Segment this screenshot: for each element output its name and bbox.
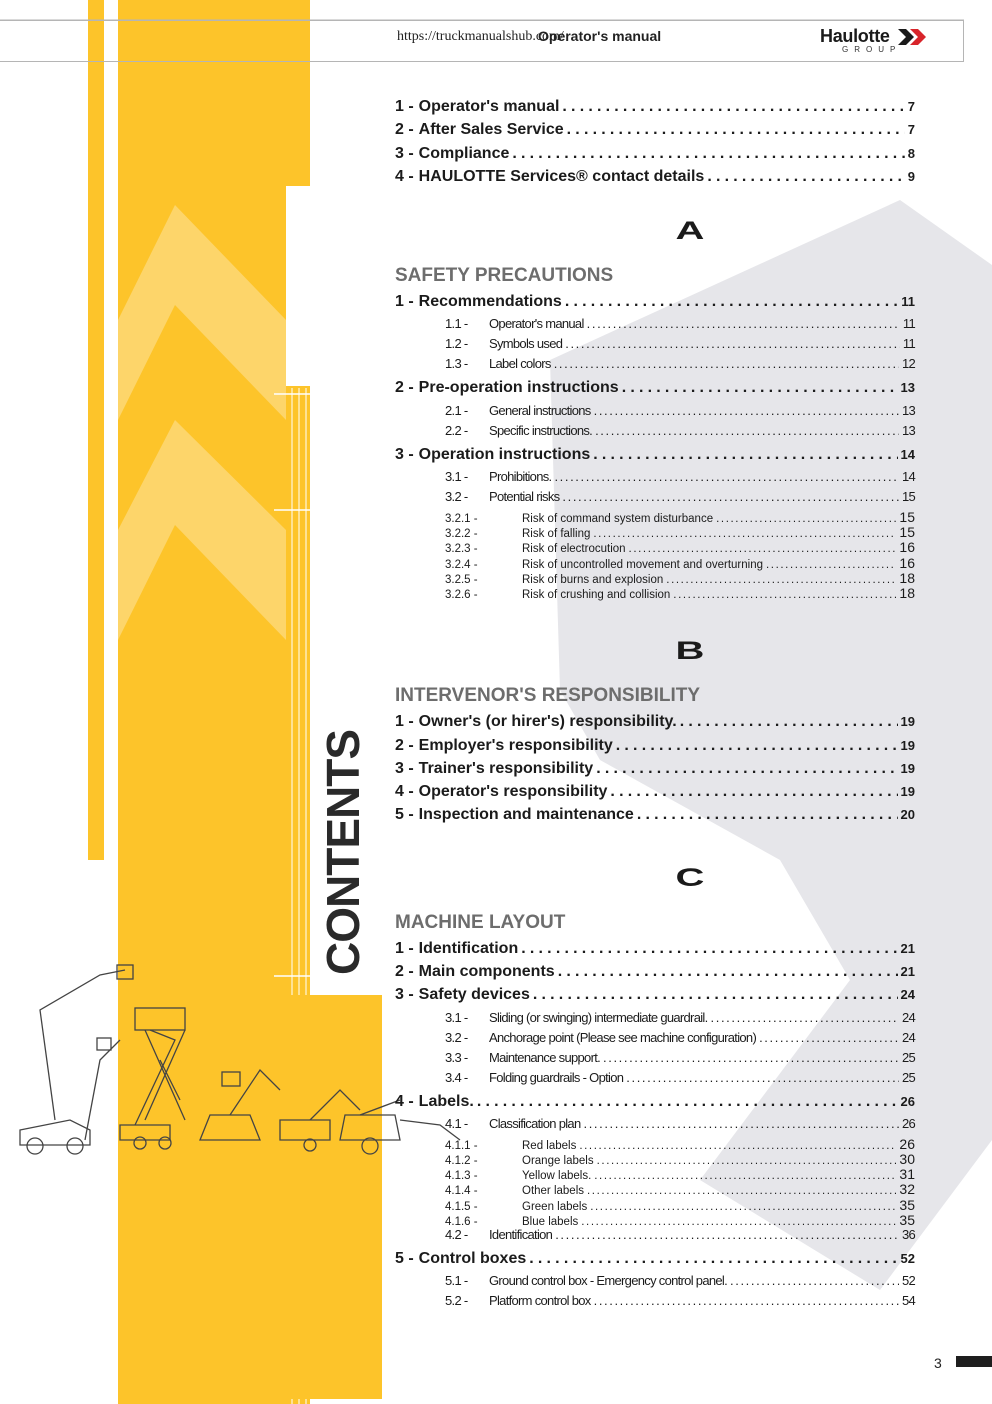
entry-page: 7 — [907, 99, 915, 114]
toc-subsubentry[interactable] — [395, 585, 915, 600]
leader-dots — [666, 574, 896, 586]
entry-number: 4.1.3 - — [445, 1170, 478, 1183]
toc-subentry[interactable] — [395, 1116, 915, 1136]
entry-page: 16 — [899, 554, 915, 571]
leader-dots — [707, 168, 904, 186]
leader-dots — [596, 760, 897, 778]
entry-page: 19 — [900, 784, 915, 800]
leader-dots — [711, 1010, 899, 1025]
header-title: Operator's manual — [538, 28, 662, 44]
leader-dots — [554, 469, 898, 484]
leader-dots — [562, 489, 899, 504]
page-tab-marker — [956, 1356, 992, 1367]
entry-title: Pre-operation instructions — [418, 379, 619, 397]
entry-title: Orange labels — [522, 1155, 594, 1168]
toc-subsubentry[interactable] — [395, 524, 915, 539]
entry-number: 4.1.2 - — [445, 1155, 478, 1168]
entry-title: HAULOTTE Services® contact details — [418, 167, 705, 185]
leader-dots — [594, 1293, 899, 1308]
entry-number: 1.3 - — [445, 356, 468, 372]
entry-number: 4.1.1 - — [445, 1139, 478, 1152]
toc-entry[interactable] — [395, 1093, 915, 1116]
entry-page: 35 — [899, 1211, 915, 1228]
toc-subsubentry[interactable] — [395, 1151, 915, 1166]
toc-subentry[interactable] — [395, 1293, 915, 1313]
entry-page: 19 — [900, 760, 915, 776]
section-letter: A — [675, 217, 705, 245]
table-of-contents — [395, 98, 915, 1316]
entry-page: 25 — [901, 1069, 915, 1085]
entry-number: 3.2.4 - — [445, 558, 478, 571]
entry-number: 2.1 - — [445, 402, 468, 418]
toc-subentry[interactable] — [395, 336, 915, 356]
entry-number: 1 - — [395, 939, 414, 957]
leader-dots — [581, 1216, 896, 1228]
entry-number: 1.2 - — [445, 336, 468, 352]
leader-dots — [716, 513, 896, 525]
entry-title: Prohibitions. — [489, 469, 552, 485]
toc-subentry[interactable] — [395, 1227, 915, 1247]
toc-entry[interactable] — [395, 1250, 915, 1273]
entry-title: Risk of burns and explosion — [522, 573, 664, 586]
leader-dots — [595, 423, 899, 438]
entry-page: 24 — [901, 1029, 915, 1045]
section-title: SAFETY PRECAUTIONS — [395, 265, 614, 287]
entry-title: Maintenance support. — [489, 1049, 601, 1065]
entry-number: 3.2 - — [445, 489, 468, 505]
toc-entry[interactable] — [395, 168, 915, 191]
leader-dots — [558, 963, 898, 981]
entry-title: Yellow labels. — [522, 1170, 592, 1183]
toc-subsubentry[interactable] — [395, 1212, 915, 1227]
entry-number: 4 - — [395, 1092, 414, 1110]
leader-dots — [583, 1116, 898, 1131]
entry-title: Inspection and maintenance — [418, 806, 634, 824]
entry-title: Safety devices — [418, 986, 530, 1004]
entry-title: Operation instructions — [418, 445, 591, 463]
entry-page: 15 — [899, 509, 915, 526]
entry-title: Identification — [418, 939, 519, 957]
toc-subentry[interactable] — [395, 403, 915, 423]
leader-dots — [759, 1030, 899, 1045]
leader-dots — [622, 379, 898, 397]
leader-dots — [603, 1050, 899, 1065]
entry-title: Potential risks — [489, 489, 560, 505]
entry-title: Risk of electrocution — [522, 543, 626, 556]
leader-dots — [637, 806, 898, 824]
entry-number: 4.1 - — [445, 1115, 468, 1131]
toc-entry[interactable] — [395, 986, 915, 1009]
leader-dots — [521, 940, 897, 958]
entry-title: Identification — [489, 1227, 553, 1242]
entry-number: 5 - — [395, 1250, 414, 1267]
entry-number: 3.2.5 - — [445, 573, 478, 586]
entry-page: 13 — [901, 402, 915, 418]
toc-entry[interactable] — [395, 783, 915, 806]
entry-number: 3 - — [395, 144, 414, 162]
contents-side-label: CONTENTS — [317, 730, 369, 975]
entry-number: 3.2.6 - — [445, 589, 478, 602]
section-title: INTERVENOR'S RESPONSIBILITY — [395, 685, 701, 707]
entry-page: 13 — [901, 422, 915, 438]
toc-subentry[interactable] — [395, 423, 915, 443]
entry-number: 5.2 - — [445, 1293, 468, 1309]
toc-entry[interactable] — [395, 940, 915, 963]
toc-entry[interactable] — [395, 963, 915, 986]
entry-title: Compliance — [418, 144, 510, 162]
entry-page: 16 — [899, 539, 915, 556]
entry-page: 54 — [901, 1293, 915, 1309]
leader-dots — [616, 737, 898, 755]
entry-number: 4.1.5 - — [445, 1200, 478, 1213]
entry-page: 21 — [900, 963, 915, 979]
leader-dots — [567, 121, 905, 139]
entry-page: 21 — [900, 940, 915, 956]
entry-page: 9 — [907, 168, 915, 184]
entry-page: 24 — [901, 1009, 915, 1025]
entry-title: Labels. — [418, 1092, 474, 1110]
leader-dots — [673, 589, 896, 601]
leader-dots — [565, 336, 900, 351]
entry-page: 30 — [899, 1151, 915, 1168]
entry-title: Operator's responsibility — [418, 783, 608, 801]
leader-dots — [555, 1227, 899, 1242]
logo-group: GROUP — [842, 45, 902, 54]
toc-entry[interactable] — [395, 293, 915, 316]
entry-title: Specific instructions. — [489, 422, 593, 438]
leader-dots — [533, 986, 898, 1004]
entry-title: After Sales Service — [418, 121, 564, 139]
entry-title: Label colors — [489, 356, 551, 372]
leader-dots — [565, 293, 898, 311]
entry-page: 12 — [901, 356, 915, 372]
leader-dots — [590, 1201, 896, 1213]
toc-subsubentry[interactable] — [395, 539, 915, 554]
toc-subsubentry[interactable] — [395, 509, 915, 524]
entry-number: 3 - — [395, 759, 414, 777]
toc-subentry[interactable] — [395, 1273, 915, 1293]
entry-title: Blue labels — [522, 1215, 579, 1228]
leader-dots — [512, 145, 904, 163]
entry-number: 2 - — [395, 121, 414, 139]
entry-number: 2 - — [395, 379, 414, 397]
toc-subsubentry[interactable] — [395, 1166, 915, 1181]
entry-page: 13 — [900, 380, 915, 396]
haulotte-logo — [820, 26, 901, 54]
leader-dots — [529, 1250, 897, 1268]
leader-dots — [766, 559, 896, 571]
section-letter: C — [675, 864, 705, 892]
toc-entry[interactable] — [395, 737, 915, 760]
entry-page: 18 — [899, 585, 915, 602]
entry-title: Ground control box - Emergency control panel. — [489, 1273, 728, 1289]
entry-title: Employer's responsibility — [418, 736, 613, 754]
entry-number: 3 - — [395, 986, 414, 1004]
toc-subentry[interactable] — [395, 1030, 915, 1050]
entry-page: 26 — [901, 1115, 915, 1131]
entry-title: Folding guardrails - Option — [489, 1069, 624, 1085]
section-letter: B — [675, 637, 705, 665]
leader-dots — [562, 98, 904, 116]
toc-entry[interactable] — [395, 806, 915, 829]
entry-page: 19 — [900, 737, 915, 753]
entry-title: Operator's manual — [418, 98, 560, 115]
entry-page: 20 — [900, 807, 915, 823]
entry-title: Sliding (or swinging) intermediate guardrail. — [489, 1009, 708, 1025]
toc-entry[interactable] — [395, 713, 915, 736]
entry-number: 1 - — [395, 713, 414, 731]
toc-subsubentry[interactable] — [395, 1181, 915, 1196]
toc-subentry[interactable] — [395, 316, 915, 336]
toc-subsubentry[interactable] — [395, 1197, 915, 1212]
toc-subsubentry[interactable] — [395, 570, 915, 585]
toc-subentry[interactable] — [395, 1070, 915, 1090]
entry-title: Risk of falling — [522, 528, 591, 541]
entry-number: 4.2 - — [445, 1227, 468, 1242]
entry-title: Other labels — [522, 1185, 585, 1198]
entry-number: 5 - — [395, 806, 414, 824]
leader-dots — [554, 356, 899, 371]
entry-number: 3.2.1 - — [445, 513, 478, 526]
logo-name: Haulotte — [820, 26, 890, 46]
entry-title: General instructions — [489, 402, 591, 418]
entry-number: 3.1 - — [445, 469, 468, 485]
leader-dots — [730, 1273, 899, 1288]
section-title: MACHINE LAYOUT — [395, 911, 566, 933]
entry-number: 3.2 - — [445, 1029, 468, 1045]
entry-title: Main components — [418, 962, 555, 980]
entry-number: 4.1.6 - — [445, 1215, 478, 1228]
leader-dots — [597, 1155, 897, 1167]
toc-subsubentry[interactable] — [395, 555, 915, 570]
entry-number: 1 - — [395, 293, 414, 311]
entry-number: 4 - — [395, 167, 414, 185]
entry-title: Risk of uncontrolled movement and overturning — [522, 558, 763, 571]
entry-page: 14 — [901, 469, 915, 485]
entry-number: 3.4 - — [445, 1069, 468, 1085]
entry-title: Operator's manual — [489, 316, 584, 332]
leader-dots — [680, 713, 898, 731]
toc-entry[interactable] — [395, 121, 915, 144]
entry-page: 31 — [899, 1166, 915, 1183]
leader-dots — [593, 446, 897, 464]
entry-page: 15 — [901, 489, 915, 505]
leader-dots — [594, 1170, 896, 1182]
leader-dots — [626, 1070, 899, 1085]
leader-dots — [593, 528, 896, 540]
header-url[interactable]: https://truckmanualshub.com/ — [397, 29, 564, 44]
toc-subentry[interactable] — [395, 489, 915, 509]
toc-entry[interactable] — [395, 760, 915, 783]
entry-number: 3.3 - — [445, 1049, 468, 1065]
entry-page: 24 — [900, 987, 915, 1003]
toc-entry[interactable] — [395, 98, 915, 121]
entry-title: Symbols used — [489, 336, 563, 352]
entry-title: Trainer's responsibility — [418, 759, 594, 777]
entry-page: 52 — [901, 1273, 915, 1289]
toc-entry[interactable] — [395, 145, 915, 168]
entry-page: 32 — [899, 1181, 915, 1198]
toc-entry[interactable] — [395, 446, 915, 469]
entry-page: 15 — [899, 524, 915, 541]
entry-title: Anchorage point (Please see machine configuration) — [489, 1029, 757, 1045]
entry-page: 11 — [902, 336, 915, 352]
entry-title: Control boxes — [418, 1250, 527, 1267]
entry-title: Owner's (or hirer's) responsibility. — [418, 713, 677, 731]
entry-title: Risk of command system disturbance — [522, 513, 714, 526]
entry-page: 25 — [901, 1049, 915, 1065]
entry-number: 1 - — [395, 98, 414, 115]
entry-number: 2.2 - — [445, 422, 468, 438]
entry-title: Green labels — [522, 1200, 588, 1213]
leader-dots — [610, 783, 897, 801]
leader-dots — [629, 543, 897, 555]
entry-title: Classification plan — [489, 1115, 581, 1131]
entry-title: Recommendations — [418, 293, 562, 311]
toc-subentry[interactable] — [395, 1050, 915, 1070]
entry-title: Platform control box — [489, 1293, 591, 1309]
leader-dots — [587, 316, 900, 331]
entry-number: 2 - — [395, 962, 414, 980]
entry-number: 3.2.3 - — [445, 543, 478, 556]
entry-page: 26 — [899, 1135, 915, 1152]
entry-page: 35 — [899, 1196, 915, 1213]
entry-number: 1.1 - — [445, 316, 468, 332]
entry-number: 4 - — [395, 783, 414, 801]
toc-subentry[interactable] — [395, 1010, 915, 1030]
toc-subentry[interactable] — [395, 356, 915, 376]
toc-subsubentry[interactable] — [395, 1136, 915, 1151]
entry-title: Red labels — [522, 1139, 577, 1152]
entry-number: 2 - — [395, 736, 414, 754]
entry-number: 3.2.2 - — [445, 528, 478, 541]
entry-number: 5.1 - — [445, 1273, 468, 1289]
entry-page: 7 — [907, 122, 915, 138]
entry-number: 3.1 - — [445, 1009, 468, 1025]
entry-page: 11 — [902, 316, 915, 332]
entry-number: 3 - — [395, 445, 414, 463]
entry-page: 8 — [907, 145, 915, 161]
leader-dots — [579, 1140, 896, 1152]
entry-page: 52 — [900, 1251, 915, 1266]
entry-page: 14 — [900, 446, 915, 462]
leader-dots — [594, 403, 899, 418]
entry-title: Risk of crushing and collision — [522, 589, 671, 602]
entry-page: 26 — [900, 1093, 915, 1109]
leader-dots — [477, 1093, 898, 1111]
entry-page: 19 — [900, 714, 915, 730]
entry-page: 36 — [901, 1227, 915, 1242]
toc-entry[interactable] — [395, 379, 915, 402]
entry-page: 18 — [899, 569, 915, 586]
entry-page: 11 — [901, 294, 915, 310]
page-number: 3 — [934, 1355, 942, 1371]
logo-arrows-icon — [898, 29, 932, 45]
leader-dots — [587, 1185, 896, 1197]
entry-number: 4.1.4 - — [445, 1185, 478, 1198]
toc-subentry[interactable] — [395, 469, 915, 489]
